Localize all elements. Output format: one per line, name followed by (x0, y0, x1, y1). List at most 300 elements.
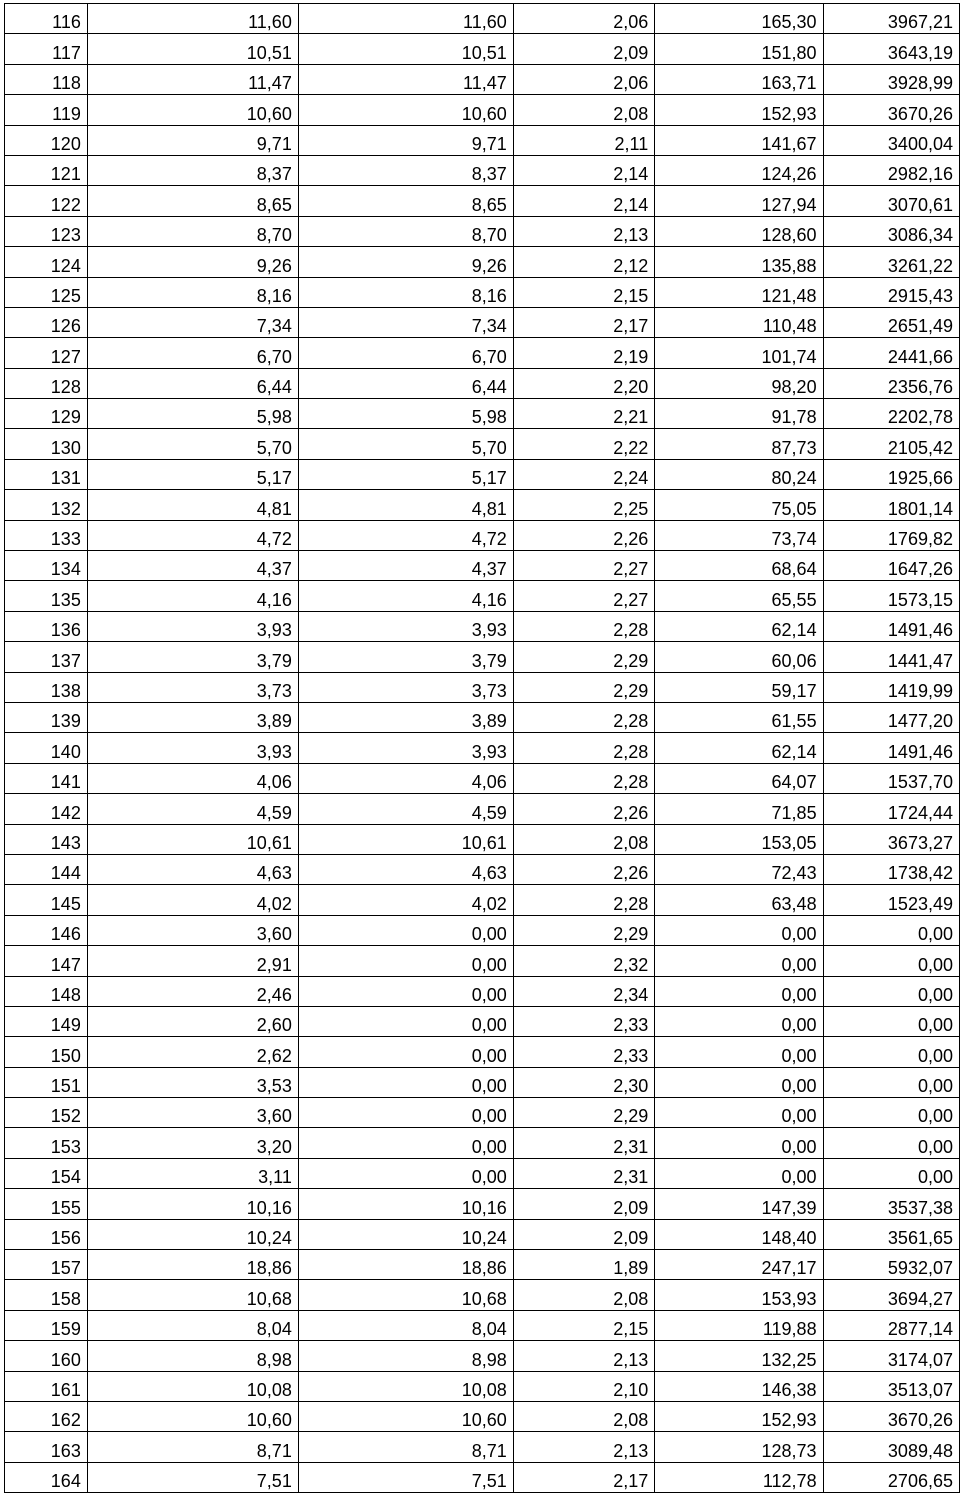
value-cell-col-2: 10,08 (87, 1371, 298, 1401)
value-cell-col-2: 4,63 (87, 854, 298, 884)
value-cell-col-4: 2,24 (513, 459, 655, 489)
value-cell-col-4: 2,12 (513, 247, 655, 277)
value-cell-col-3: 0,00 (298, 1128, 513, 1158)
table-row (5, 277, 960, 307)
table-row (5, 368, 960, 398)
value-cell-col-6: 1738,42 (823, 854, 959, 884)
value-cell-col-6: 1523,49 (823, 885, 959, 915)
value-cell-col-5: 61,55 (655, 702, 823, 732)
value-cell-col-2: 9,71 (87, 125, 298, 155)
value-cell-col-3: 7,34 (298, 307, 513, 337)
table-row (5, 1401, 960, 1431)
value-cell-col-4: 2,08 (513, 1280, 655, 1310)
value-cell-col-3: 4,59 (298, 794, 513, 824)
table-row (5, 95, 960, 125)
value-cell-col-3: 10,61 (298, 824, 513, 854)
value-cell-col-2: 3,93 (87, 611, 298, 641)
value-cell-col-5: 59,17 (655, 672, 823, 702)
value-cell-col-3: 0,00 (298, 1098, 513, 1128)
value-cell-col-3: 3,73 (298, 672, 513, 702)
table-row (5, 1219, 960, 1249)
table-row (5, 976, 960, 1006)
row-number-cell: 118 (5, 64, 88, 94)
value-cell-col-4: 2,28 (513, 611, 655, 641)
value-cell-col-2: 3,20 (87, 1128, 298, 1158)
value-cell-col-3: 9,71 (298, 125, 513, 155)
value-cell-col-3: 3,93 (298, 611, 513, 641)
value-cell-col-2: 5,17 (87, 459, 298, 489)
value-cell-col-6: 0,00 (823, 1037, 959, 1067)
value-cell-col-6: 3928,99 (823, 64, 959, 94)
value-cell-col-3: 4,06 (298, 763, 513, 793)
row-number-cell: 122 (5, 186, 88, 216)
value-cell-col-4: 2,06 (513, 64, 655, 94)
table-row (5, 763, 960, 793)
table-row (5, 642, 960, 672)
value-cell-col-5: 152,93 (655, 1401, 823, 1431)
value-cell-col-5: 0,00 (655, 1158, 823, 1188)
table-row (5, 64, 960, 94)
table-row (5, 1098, 960, 1128)
table-row (5, 399, 960, 429)
value-cell-col-6: 3967,21 (823, 4, 959, 34)
value-cell-col-2: 10,60 (87, 95, 298, 125)
value-cell-col-2: 8,71 (87, 1432, 298, 1462)
table-row (5, 733, 960, 763)
value-cell-col-3: 11,47 (298, 64, 513, 94)
value-cell-col-5: 91,78 (655, 399, 823, 429)
value-cell-col-4: 2,29 (513, 642, 655, 672)
value-cell-col-3: 4,37 (298, 551, 513, 581)
table-row (5, 459, 960, 489)
value-cell-col-6: 3537,38 (823, 1189, 959, 1219)
value-cell-col-4: 2,09 (513, 1189, 655, 1219)
value-cell-col-2: 8,37 (87, 155, 298, 185)
value-cell-col-2: 3,11 (87, 1158, 298, 1188)
value-cell-col-5: 64,07 (655, 763, 823, 793)
value-cell-col-5: 124,26 (655, 155, 823, 185)
value-cell-col-5: 112,78 (655, 1462, 823, 1492)
value-cell-col-5: 101,74 (655, 338, 823, 368)
value-cell-col-4: 2,33 (513, 1006, 655, 1036)
table-row (5, 1250, 960, 1280)
value-cell-col-6: 1769,82 (823, 520, 959, 550)
value-cell-col-6: 3513,07 (823, 1371, 959, 1401)
value-cell-col-4: 2,09 (513, 1219, 655, 1249)
row-number-cell: 126 (5, 307, 88, 337)
table-row (5, 946, 960, 976)
value-cell-col-5: 75,05 (655, 490, 823, 520)
value-cell-col-4: 2,32 (513, 946, 655, 976)
value-cell-col-6: 1925,66 (823, 459, 959, 489)
row-number-cell: 141 (5, 763, 88, 793)
value-cell-col-3: 11,60 (298, 4, 513, 34)
row-number-cell: 154 (5, 1158, 88, 1188)
value-cell-col-5: 72,43 (655, 854, 823, 884)
value-cell-col-6: 3694,27 (823, 1280, 959, 1310)
value-cell-col-3: 10,16 (298, 1189, 513, 1219)
value-cell-col-2: 8,70 (87, 216, 298, 246)
value-cell-col-2: 8,98 (87, 1341, 298, 1371)
value-cell-col-5: 247,17 (655, 1250, 823, 1280)
value-cell-col-5: 147,39 (655, 1189, 823, 1219)
row-number-cell: 132 (5, 490, 88, 520)
row-number-cell: 158 (5, 1280, 88, 1310)
row-number-cell: 130 (5, 429, 88, 459)
row-number-cell: 128 (5, 368, 88, 398)
value-cell-col-5: 62,14 (655, 733, 823, 763)
value-cell-col-5: 0,00 (655, 915, 823, 945)
value-cell-col-5: 135,88 (655, 247, 823, 277)
value-cell-col-4: 2,29 (513, 1098, 655, 1128)
value-cell-col-2: 10,51 (87, 34, 298, 64)
value-cell-col-6: 3070,61 (823, 186, 959, 216)
table-row (5, 1371, 960, 1401)
value-cell-col-5: 132,25 (655, 1341, 823, 1371)
table-row (5, 611, 960, 641)
value-cell-col-5: 151,80 (655, 34, 823, 64)
value-cell-col-4: 2,08 (513, 1401, 655, 1431)
row-number-cell: 144 (5, 854, 88, 884)
value-cell-col-5: 121,48 (655, 277, 823, 307)
value-cell-col-4: 2,29 (513, 915, 655, 945)
value-cell-col-6: 0,00 (823, 976, 959, 1006)
table-row (5, 1006, 960, 1036)
value-cell-col-2: 10,61 (87, 824, 298, 854)
value-cell-col-6: 0,00 (823, 1067, 959, 1097)
value-cell-col-2: 4,59 (87, 794, 298, 824)
value-cell-col-5: 163,71 (655, 64, 823, 94)
value-cell-col-4: 2,08 (513, 824, 655, 854)
table-row (5, 34, 960, 64)
table-row (5, 1128, 960, 1158)
table-row (5, 520, 960, 550)
row-number-cell: 129 (5, 399, 88, 429)
value-cell-col-4: 2,28 (513, 763, 655, 793)
value-cell-col-4: 2,17 (513, 1462, 655, 1492)
value-cell-col-4: 2,10 (513, 1371, 655, 1401)
value-cell-col-6: 3089,48 (823, 1432, 959, 1462)
table-row (5, 915, 960, 945)
row-number-cell: 142 (5, 794, 88, 824)
value-cell-col-5: 0,00 (655, 1006, 823, 1036)
value-cell-col-4: 2,33 (513, 1037, 655, 1067)
row-number-cell: 133 (5, 520, 88, 550)
table-row (5, 1158, 960, 1188)
value-cell-col-4: 2,17 (513, 307, 655, 337)
table-row (5, 216, 960, 246)
value-cell-col-4: 2,13 (513, 1432, 655, 1462)
row-number-cell: 151 (5, 1067, 88, 1097)
value-cell-col-6: 3174,07 (823, 1341, 959, 1371)
table-row (5, 1462, 960, 1492)
table-row (5, 1189, 960, 1219)
value-cell-col-3: 3,79 (298, 642, 513, 672)
value-cell-col-2: 11,47 (87, 64, 298, 94)
row-number-cell: 136 (5, 611, 88, 641)
value-cell-col-6: 0,00 (823, 1158, 959, 1188)
table-row (5, 186, 960, 216)
value-cell-col-6: 0,00 (823, 1098, 959, 1128)
value-cell-col-2: 3,60 (87, 915, 298, 945)
value-cell-col-4: 2,15 (513, 1310, 655, 1340)
value-cell-col-5: 141,67 (655, 125, 823, 155)
row-number-cell: 116 (5, 4, 88, 34)
row-number-cell: 120 (5, 125, 88, 155)
row-number-cell: 134 (5, 551, 88, 581)
value-cell-col-2: 5,98 (87, 399, 298, 429)
value-cell-col-3: 18,86 (298, 1250, 513, 1280)
value-cell-col-2: 4,16 (87, 581, 298, 611)
table-row (5, 1067, 960, 1097)
value-cell-col-2: 6,44 (87, 368, 298, 398)
value-cell-col-3: 6,44 (298, 368, 513, 398)
value-cell-col-4: 2,13 (513, 216, 655, 246)
value-cell-col-5: 0,00 (655, 1037, 823, 1067)
value-cell-col-4: 2,26 (513, 854, 655, 884)
row-number-cell: 161 (5, 1371, 88, 1401)
value-cell-col-3: 8,37 (298, 155, 513, 185)
value-cell-col-6: 3643,19 (823, 34, 959, 64)
value-cell-col-3: 10,60 (298, 95, 513, 125)
table-row (5, 4, 960, 34)
value-cell-col-3: 8,65 (298, 186, 513, 216)
value-cell-col-2: 8,16 (87, 277, 298, 307)
value-cell-col-4: 2,19 (513, 338, 655, 368)
value-cell-col-3: 6,70 (298, 338, 513, 368)
value-cell-col-5: 128,60 (655, 216, 823, 246)
value-cell-col-6: 3400,04 (823, 125, 959, 155)
table-row (5, 702, 960, 732)
value-cell-col-3: 9,26 (298, 247, 513, 277)
value-cell-col-4: 2,13 (513, 1341, 655, 1371)
value-cell-col-3: 10,08 (298, 1371, 513, 1401)
value-cell-col-6: 0,00 (823, 915, 959, 945)
row-number-cell: 155 (5, 1189, 88, 1219)
value-cell-col-3: 4,02 (298, 885, 513, 915)
table-row (5, 1341, 960, 1371)
value-cell-col-3: 4,81 (298, 490, 513, 520)
table-row (5, 247, 960, 277)
value-cell-col-4: 2,14 (513, 186, 655, 216)
value-cell-col-4: 2,31 (513, 1158, 655, 1188)
value-cell-col-3: 0,00 (298, 1067, 513, 1097)
value-cell-col-4: 2,26 (513, 520, 655, 550)
value-cell-col-5: 73,74 (655, 520, 823, 550)
row-number-cell: 125 (5, 277, 88, 307)
value-cell-col-6: 0,00 (823, 1006, 959, 1036)
value-cell-col-4: 2,31 (513, 1128, 655, 1158)
table-row (5, 429, 960, 459)
value-cell-col-6: 1491,46 (823, 733, 959, 763)
value-cell-col-6: 1491,46 (823, 611, 959, 641)
value-cell-col-2: 8,65 (87, 186, 298, 216)
value-cell-col-4: 2,29 (513, 672, 655, 702)
value-cell-col-4: 2,08 (513, 95, 655, 125)
value-cell-col-6: 3673,27 (823, 824, 959, 854)
value-cell-col-5: 60,06 (655, 642, 823, 672)
value-cell-col-2: 10,68 (87, 1280, 298, 1310)
value-cell-col-2: 6,70 (87, 338, 298, 368)
value-cell-col-4: 1,89 (513, 1250, 655, 1280)
value-cell-col-5: 63,48 (655, 885, 823, 915)
value-cell-col-6: 3086,34 (823, 216, 959, 246)
row-number-cell: 121 (5, 155, 88, 185)
value-cell-col-6: 3261,22 (823, 247, 959, 277)
value-cell-col-2: 9,26 (87, 247, 298, 277)
row-number-cell: 117 (5, 34, 88, 64)
value-cell-col-6: 2356,76 (823, 368, 959, 398)
row-number-cell: 160 (5, 1341, 88, 1371)
value-cell-col-3: 10,24 (298, 1219, 513, 1249)
value-cell-col-6: 1647,26 (823, 551, 959, 581)
value-cell-col-5: 128,73 (655, 1432, 823, 1462)
row-number-cell: 127 (5, 338, 88, 368)
table-row (5, 1280, 960, 1310)
row-number-cell: 119 (5, 95, 88, 125)
value-cell-col-6: 1477,20 (823, 702, 959, 732)
value-cell-col-6: 2706,65 (823, 1462, 959, 1492)
table-row (5, 155, 960, 185)
value-cell-col-6: 0,00 (823, 946, 959, 976)
value-cell-col-6: 1441,47 (823, 642, 959, 672)
value-cell-col-3: 10,60 (298, 1401, 513, 1431)
value-cell-col-6: 0,00 (823, 1128, 959, 1158)
data-table (4, 3, 960, 1493)
value-cell-col-3: 3,89 (298, 702, 513, 732)
value-cell-col-6: 2651,49 (823, 307, 959, 337)
table-row (5, 1310, 960, 1340)
value-cell-col-5: 165,30 (655, 4, 823, 34)
value-cell-col-6: 2982,16 (823, 155, 959, 185)
value-cell-col-2: 3,60 (87, 1098, 298, 1128)
value-cell-col-2: 7,51 (87, 1462, 298, 1492)
value-cell-col-3: 5,17 (298, 459, 513, 489)
value-cell-col-5: 0,00 (655, 976, 823, 1006)
table-row (5, 581, 960, 611)
value-cell-col-4: 2,20 (513, 368, 655, 398)
value-cell-col-5: 0,00 (655, 1128, 823, 1158)
table-row (5, 125, 960, 155)
value-cell-col-4: 2,22 (513, 429, 655, 459)
value-cell-col-5: 153,05 (655, 824, 823, 854)
row-number-cell: 137 (5, 642, 88, 672)
value-cell-col-6: 2877,14 (823, 1310, 959, 1340)
value-cell-col-4: 2,34 (513, 976, 655, 1006)
row-number-cell: 139 (5, 702, 88, 732)
value-cell-col-5: 146,38 (655, 1371, 823, 1401)
value-cell-col-3: 8,04 (298, 1310, 513, 1340)
value-cell-col-3: 0,00 (298, 1037, 513, 1067)
value-cell-col-6: 1537,70 (823, 763, 959, 793)
row-number-cell: 159 (5, 1310, 88, 1340)
value-cell-col-6: 2915,43 (823, 277, 959, 307)
value-cell-col-4: 2,25 (513, 490, 655, 520)
row-number-cell: 156 (5, 1219, 88, 1249)
row-number-cell: 138 (5, 672, 88, 702)
value-cell-col-5: 62,14 (655, 611, 823, 641)
value-cell-col-2: 10,16 (87, 1189, 298, 1219)
row-number-cell: 124 (5, 247, 88, 277)
row-number-cell: 148 (5, 976, 88, 1006)
value-cell-col-3: 3,93 (298, 733, 513, 763)
value-cell-col-3: 5,98 (298, 399, 513, 429)
table-row (5, 885, 960, 915)
value-cell-col-3: 0,00 (298, 915, 513, 945)
row-number-cell: 163 (5, 1432, 88, 1462)
value-cell-col-5: 119,88 (655, 1310, 823, 1340)
value-cell-col-3: 4,16 (298, 581, 513, 611)
table-row (5, 551, 960, 581)
row-number-cell: 152 (5, 1098, 88, 1128)
value-cell-col-4: 2,06 (513, 4, 655, 34)
table-row (5, 338, 960, 368)
value-cell-col-5: 65,55 (655, 581, 823, 611)
value-cell-col-4: 2,28 (513, 702, 655, 732)
value-cell-col-5: 153,93 (655, 1280, 823, 1310)
row-number-cell: 157 (5, 1250, 88, 1280)
row-number-cell: 162 (5, 1401, 88, 1431)
row-number-cell: 131 (5, 459, 88, 489)
value-cell-col-5: 68,64 (655, 551, 823, 581)
value-cell-col-2: 4,06 (87, 763, 298, 793)
value-cell-col-6: 5932,07 (823, 1250, 959, 1280)
value-cell-col-4: 2,28 (513, 885, 655, 915)
value-cell-col-3: 0,00 (298, 946, 513, 976)
value-cell-col-2: 2,60 (87, 1006, 298, 1036)
value-cell-col-5: 127,94 (655, 186, 823, 216)
value-cell-col-2: 3,53 (87, 1067, 298, 1097)
value-cell-col-3: 4,72 (298, 520, 513, 550)
value-cell-col-3: 8,70 (298, 216, 513, 246)
value-cell-col-3: 8,16 (298, 277, 513, 307)
value-cell-col-6: 1724,44 (823, 794, 959, 824)
value-cell-col-2: 8,04 (87, 1310, 298, 1340)
value-cell-col-5: 98,20 (655, 368, 823, 398)
table-row (5, 854, 960, 884)
value-cell-col-6: 2202,78 (823, 399, 959, 429)
value-cell-col-2: 2,46 (87, 976, 298, 1006)
value-cell-col-4: 2,26 (513, 794, 655, 824)
value-cell-col-3: 4,63 (298, 854, 513, 884)
value-cell-col-2: 11,60 (87, 4, 298, 34)
table-body (5, 4, 960, 1493)
table-row (5, 794, 960, 824)
value-cell-col-2: 2,91 (87, 946, 298, 976)
row-number-cell: 149 (5, 1006, 88, 1036)
value-cell-col-2: 4,37 (87, 551, 298, 581)
value-cell-col-4: 2,14 (513, 155, 655, 185)
row-number-cell: 145 (5, 885, 88, 915)
value-cell-col-6: 1573,15 (823, 581, 959, 611)
row-number-cell: 146 (5, 915, 88, 945)
value-cell-col-2: 3,89 (87, 702, 298, 732)
value-cell-col-2: 7,34 (87, 307, 298, 337)
row-number-cell: 153 (5, 1128, 88, 1158)
value-cell-col-5: 110,48 (655, 307, 823, 337)
value-cell-col-6: 1419,99 (823, 672, 959, 702)
row-number-cell: 140 (5, 733, 88, 763)
value-cell-col-2: 4,72 (87, 520, 298, 550)
value-cell-col-2: 10,24 (87, 1219, 298, 1249)
value-cell-col-6: 1801,14 (823, 490, 959, 520)
value-cell-col-2: 18,86 (87, 1250, 298, 1280)
row-number-cell: 164 (5, 1462, 88, 1492)
row-number-cell: 135 (5, 581, 88, 611)
table-row (5, 1432, 960, 1462)
value-cell-col-3: 8,71 (298, 1432, 513, 1462)
value-cell-col-6: 3561,65 (823, 1219, 959, 1249)
